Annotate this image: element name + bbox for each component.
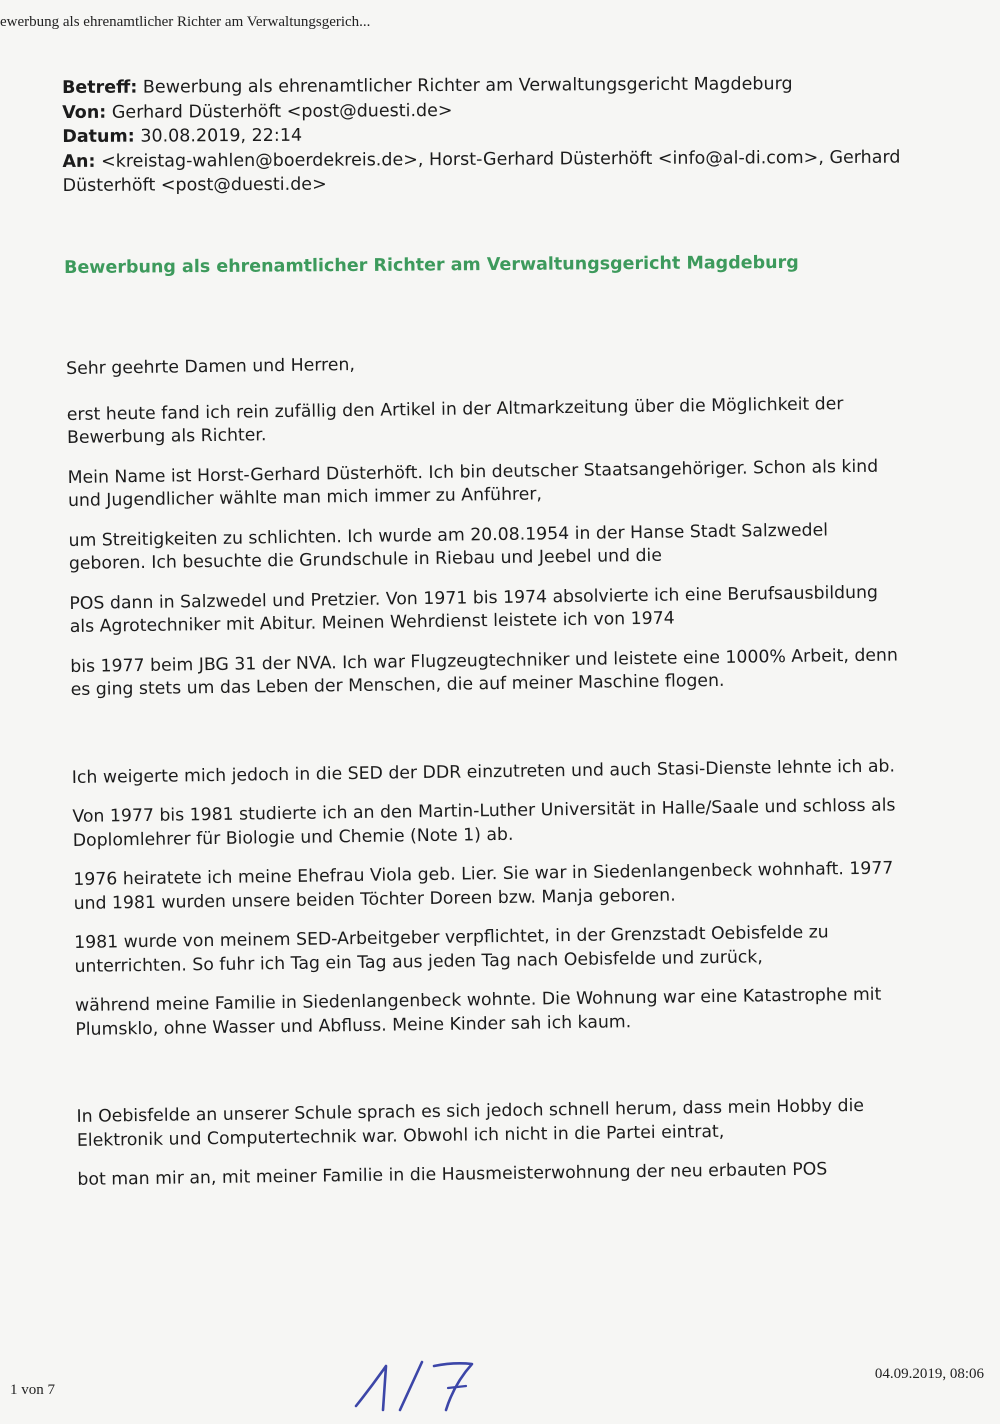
handwritten-1-7-drawing bbox=[350, 1356, 480, 1416]
email-header bbox=[62, 72, 903, 199]
body-line: unterrichten. So fuhr ich Tag ein Tag aus jeden Tag nach Oebisfelde und zurück, bbox=[74, 946, 763, 977]
body-line: und 1981 wurden unsere beiden Töchter Doreen bzw. Manja geboren. bbox=[73, 885, 676, 914]
body-line: Ich weigerte mich jedoch in die SED der DDR einzutreten und auch Stasi-Dienste lehnte ich ab. bbox=[71, 755, 896, 788]
subject-heading: Bewerbung als ehrenamtlicher Richter am Verwaltungsgericht Magdeburg bbox=[64, 252, 799, 278]
body-line: geboren. Ich besuchte die Grundschule in Riebau und Jeebel und die bbox=[68, 545, 663, 574]
betreff-value: Bewerbung als ehrenamtlicher Richter am Verwaltungsgericht Magdeburg bbox=[142, 74, 793, 98]
body-line: um Streitigkeiten zu schlichten. Ich wurde am 20.08.1954 in der Hanse Stadt Salzwedel bbox=[68, 519, 829, 551]
datum-value: 30.08.2019, 22:14 bbox=[140, 125, 303, 147]
body-line: POS dann in Salzwedel und Pretzier. Von 1971 bis 1974 absolvierte ich eine Berufsausbildung bbox=[69, 582, 879, 614]
body-line: In Oebisfelde an unserer Schule sprach es sich jedoch schnell herum, dass mein Hobby die bbox=[76, 1095, 865, 1127]
salutation: Sehr geehrte Damen und Herren, bbox=[66, 354, 356, 379]
body-line: Von 1977 bis 1981 studierte ich an den Martin-Luther Universität in Halle/Saale und schloss als bbox=[72, 795, 896, 827]
body-line: bot man mir an, mit meiner Familie in die Hausmeisterwohnung der neu erbauten POS bbox=[77, 1159, 828, 1190]
betreff-row bbox=[62, 72, 902, 101]
datum-label: Datum: bbox=[62, 126, 135, 147]
betreff-label: Betreff: bbox=[62, 77, 138, 98]
body-line: es ging stets um das Leben der Menschen, die auf meiner Maschine flogen. bbox=[70, 670, 725, 700]
page-count: 1 von 7 bbox=[10, 1382, 55, 1398]
body-line: während meine Familie in Siedenlangenbeck wohnte. Die Wohnung war eine Katastrophe mit bbox=[74, 984, 882, 1016]
body-line: Bewerbung als Richter. bbox=[66, 425, 267, 448]
body-line: Doplomlehrer für Biologie und Chemie (Note 1) ab. bbox=[72, 824, 514, 851]
body-line: 1981 wurde von meinem SED-Arbeitgeber verpflichtet, in der Grenzstadt Oebisfelde zu bbox=[74, 922, 829, 953]
body-line: erst heute fand ich rein zufällig den Artikel in der Altmarkzeitung über die Möglichkeit der bbox=[66, 393, 844, 425]
von-value: Gerhard Düsterhöft <post@duesti.de> bbox=[111, 100, 453, 123]
body-line: Elektronik und Computertechnik war. Obwohl ich nicht in die Partei eintrat, bbox=[76, 1121, 725, 1151]
an-label: An: bbox=[62, 151, 96, 172]
body-line: bis 1977 beim JBG 31 der NVA. Ich war Flugzeugtechniker und leistete eine 1000% Arbeit, denn bbox=[70, 644, 899, 677]
an-row bbox=[62, 145, 902, 198]
body-line: als Agrotechniker mit Abitur. Meinen Wehrdienst leistete ich von 1974 bbox=[69, 608, 675, 637]
handwritten-page-note bbox=[350, 1356, 480, 1416]
body-line: und Jugendlicher wählte man mich immer zu Anführer, bbox=[67, 484, 543, 511]
body-line: 1976 heiratete ich meine Ehefrau Viola geb. Lier. Sie war in Siedenlangenbeck wohnhaft. 1977 bbox=[73, 858, 894, 890]
body-line: Plumsklo, ohne Wasser und Abfluss. Meine Kinder sah ich kaum. bbox=[75, 1011, 632, 1040]
von-label: Von: bbox=[62, 102, 107, 123]
print-timestamp: 04.09.2019, 08:06 bbox=[874, 1366, 984, 1382]
body-line: Mein Name ist Horst-Gerhard Düsterhöft. Ich bin deutscher Staatsangehöriger. Schon als kind bbox=[67, 456, 879, 488]
an-value: <kreistag-wahlen@boerdekreis.de>, Horst-Gerhard Düsterhöft <info@al-di.com>, Gerhard Düsterhöft <post@duesti.de> bbox=[62, 147, 901, 196]
print-header: ewerbung als ehrenamtlicher Richter am Verwaltungsgerich... bbox=[0, 14, 371, 30]
letter-body bbox=[66, 346, 914, 1192]
